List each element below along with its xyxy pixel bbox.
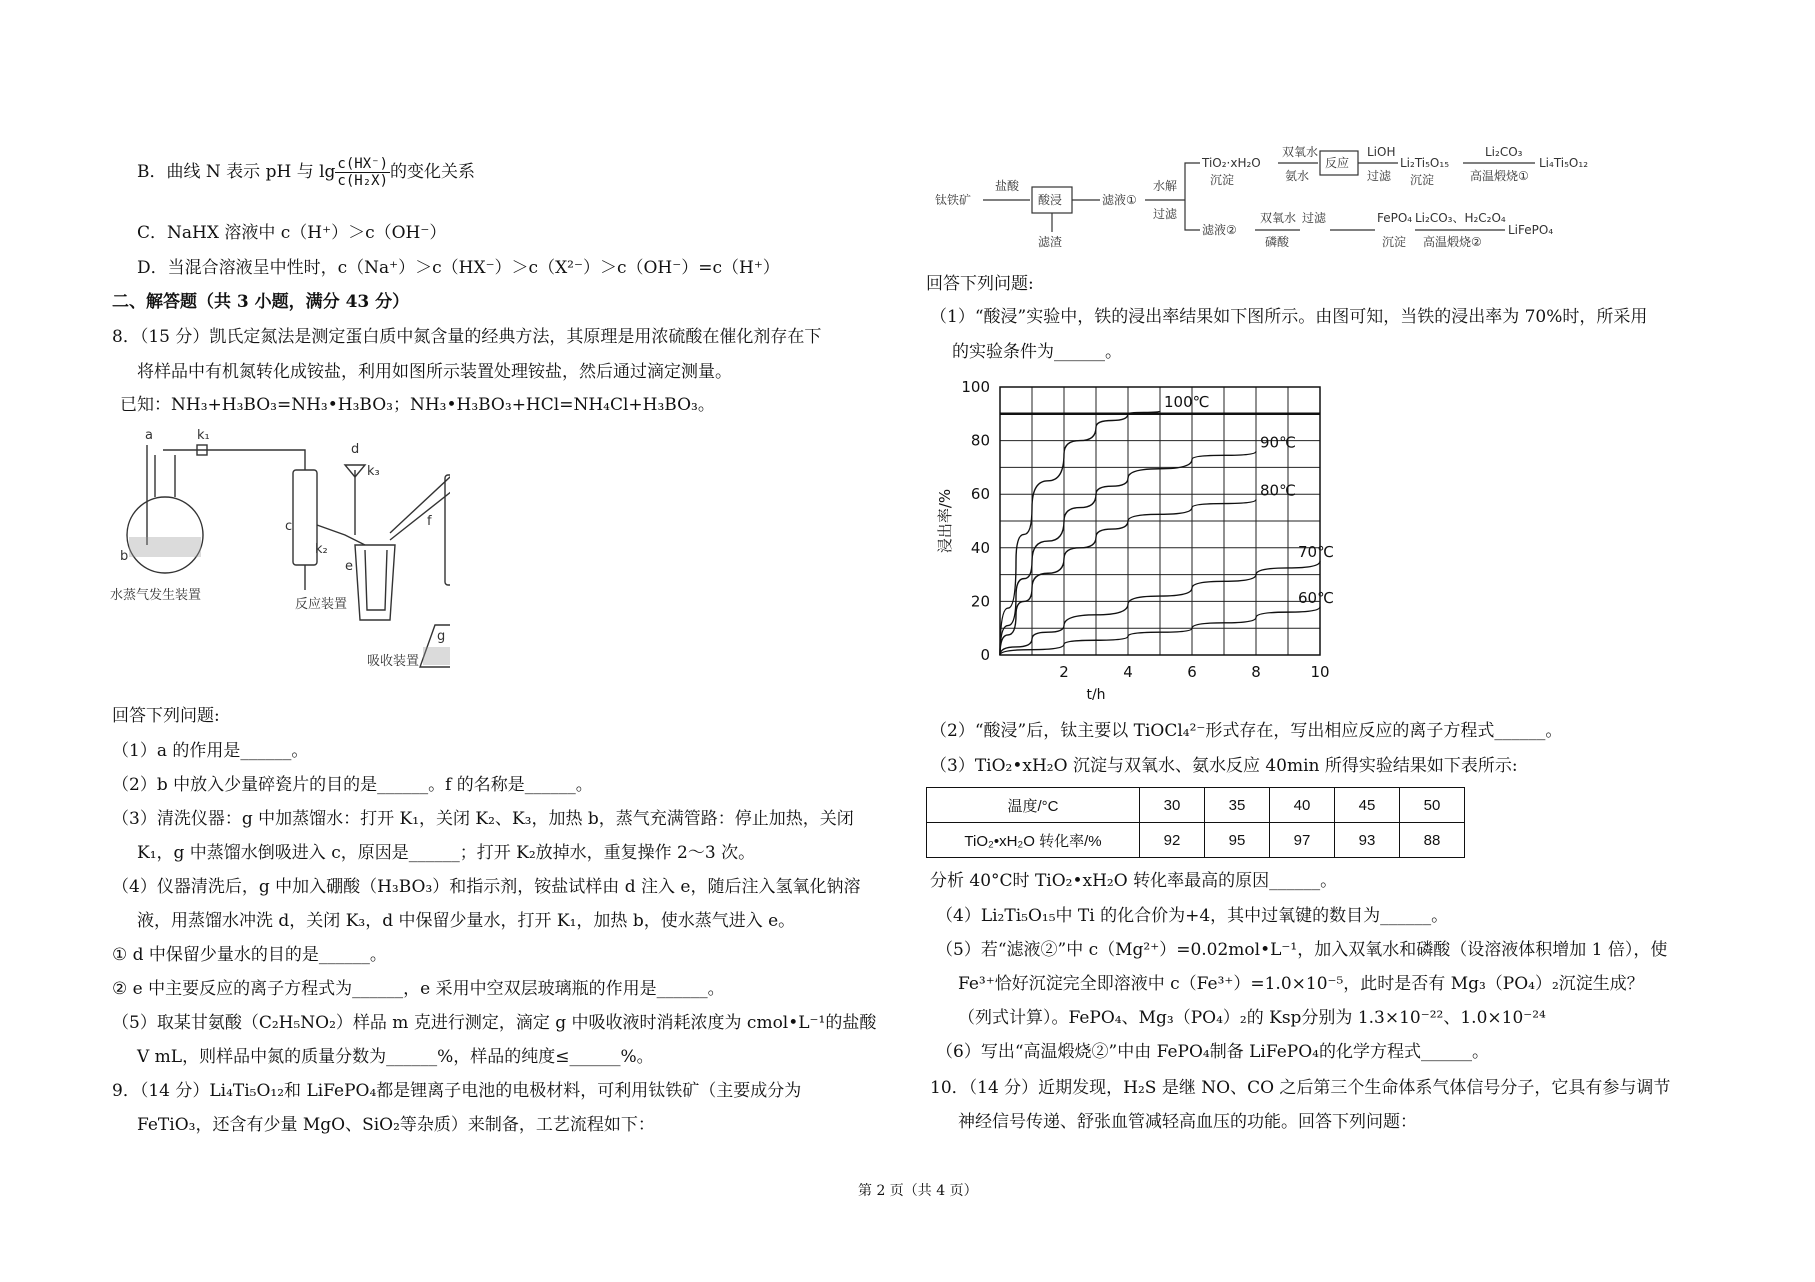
q8-sub3-line2: K₁，g 中蒸馏水倒吸进入 c，原因是______；打开 K₂放掉水，重复操作 2～3 次。 xyxy=(137,843,756,863)
flow-h3po4: 磷酸 xyxy=(1265,235,1290,249)
tube-c xyxy=(293,470,317,565)
answer-intro-right: 回答下列问题: xyxy=(926,274,1034,294)
label-k3: k₃ xyxy=(367,464,380,479)
series-label: 60℃ xyxy=(1298,588,1334,607)
flow-tio2: TiO₂·xH₂O xyxy=(1202,156,1261,170)
y-tick-label: 60 xyxy=(970,485,990,504)
q8-sub4-part2: ② e 中主要反应的离子方程式为______，e 采用中空双层玻璃瓶的作用是______。 xyxy=(112,979,725,999)
flow-react: 反应 xyxy=(1325,156,1350,170)
series-label: 80℃ xyxy=(1260,481,1296,500)
series-line xyxy=(1000,411,1160,655)
y-tick-label: 20 xyxy=(970,592,990,611)
label-steam-generator: 水蒸气发生装置 xyxy=(110,588,202,603)
q9-sub3-tail: 分析 40°C时 TiO₂•xH₂O 转化率最高的原因______。 xyxy=(930,871,1338,891)
flow-ore: 钛铁矿 xyxy=(935,193,972,207)
flow-filtrate2: 滤液② xyxy=(1202,223,1237,237)
fraction xyxy=(335,156,390,189)
flow-leach: 酸浸 xyxy=(1038,193,1063,207)
q8-sub4-line1: （4）仪器清洗后，g 中加入硼酸（H₃BO₃）和指示剂，铵盐试样由 d 注入 e，随后注入氢氧化钠溶 xyxy=(112,877,861,897)
flow-filter3: 过滤 xyxy=(1302,211,1327,225)
table-cell: 35 xyxy=(1205,788,1270,823)
label-b: b xyxy=(120,549,129,564)
q9-sub2: （2）“酸浸”后，钛主要以 TiOCl₄²⁻形式存在，写出相应反应的离子方程式______。 xyxy=(930,721,1563,741)
table-cell: 45 xyxy=(1335,788,1400,823)
q9-sub5-line1: （5）若“滤液②”中 c（Mg²⁺）=0.02mol•L⁻¹，加入双氧水和磷酸（设溶液体积增加 1 倍），使 xyxy=(936,940,1668,960)
q9-sub1-line2: 的实验条件为______。 xyxy=(952,342,1122,362)
label-absorption: 吸收装置 xyxy=(367,654,420,669)
q9-sub4: （4）Li₂Ti₅O₁₅中 Ti 的化合价为+4，其中过氧键的数目为______。 xyxy=(936,906,1449,926)
label-k1: k₁ xyxy=(197,428,210,443)
label-f: f xyxy=(427,514,432,529)
x-tick-label: 4 xyxy=(1123,663,1133,681)
conversion-table xyxy=(926,787,1465,858)
fraction-numerator: c(HX⁻) xyxy=(337,156,388,172)
fraction-denominator: c(H₂X) xyxy=(337,173,388,189)
x-tick-label: 6 xyxy=(1187,663,1197,681)
flow-precip: 沉淀 xyxy=(1210,173,1235,187)
q9-sub5-line2: Fe³⁺恰好沉淀完全即溶液中 c（Fe³⁺）=1.0×10⁻⁵，此时是否有 Mg₃（PO₄）₂沉淀生成？ xyxy=(958,974,1644,994)
x-tick-label: 2 xyxy=(1059,663,1069,681)
flow-li4ti5o12: Li₄Ti₅O₁₂ xyxy=(1539,156,1589,170)
table-cell: 95 xyxy=(1205,823,1270,858)
option-b-tail: 的变化关系 xyxy=(390,162,475,182)
flow-fepo4: FePO₄ xyxy=(1377,211,1413,225)
q9-sub3: （3）TiO₂•xH₂O 沉淀与双氧水、氨水反应 40min 所得实验结果如下表所示: xyxy=(930,756,1518,776)
y-tick-label: 100 xyxy=(961,378,990,396)
label-c: c xyxy=(285,519,293,534)
q8-sub3-line1: （3）清洗仪器：g 中加蒸馏水：打开 K₁，关闭 K₂、K₃，加热 b，蒸气充满管路：停止加热，关闭 xyxy=(112,809,854,829)
flow-calcine1: 高温煅烧① xyxy=(1470,169,1529,183)
label-e: e xyxy=(345,559,353,574)
flow-residue: 滤渣 xyxy=(1038,235,1063,249)
table-cell: 88 xyxy=(1400,823,1465,858)
q9-line1: 9．（14 分）Li₄Ti₅O₁₂和 LiFePO₄都是锂离子电池的电极材料，可利用钛铁矿（主要成分为 xyxy=(112,1081,802,1101)
label-a: a xyxy=(145,428,153,443)
y-tick-label: 40 xyxy=(970,538,990,557)
q9-sub6: （6）写出“高温煅烧②”中由 FePO₄制备 LiFePO₄的化学方程式______。 xyxy=(936,1042,1489,1062)
q8-sub4-part1: ① d 中保留少量水的目的是______。 xyxy=(112,945,387,965)
flow-nh3: 氨水 xyxy=(1285,169,1310,183)
leach-rate-chart xyxy=(930,375,1340,700)
table-cell: 92 xyxy=(1140,823,1205,858)
q8-sub5-line2: V mL，则样品中氮的质量分数为______%，样品的纯度≤______%。 xyxy=(137,1047,654,1067)
flow-lioh: LiOH xyxy=(1367,145,1396,159)
table-cell: 40 xyxy=(1270,788,1335,823)
label-k2: k₂ xyxy=(315,542,328,557)
series-label: 100℃ xyxy=(1164,393,1210,412)
chart-labels xyxy=(936,378,1334,700)
x-tick-label: 8 xyxy=(1251,663,1261,681)
q8-sub4-line2: 液，用蒸馏水冲洗 d，关闭 K₃，d 中保留少量水，打开 K₁，加热 b，使水蒸气进入 e。 xyxy=(137,911,796,931)
option-d: D．当混合溶液呈中性时，c（Na⁺）＞c（HX⁻）＞c（X²⁻）＞c（OH⁻）=c（H⁺） xyxy=(137,258,780,278)
q8-sub5-line1: （5）取某甘氨酸（C₂H₅NO₂）样品 m 克进行测定，滴定 g 中吸收液时消耗浓度为 cmol•L⁻¹的盐酸 xyxy=(112,1013,877,1033)
y-tick-label: 80 xyxy=(970,431,990,450)
flow-calcine2: 高温煅烧② xyxy=(1423,235,1482,249)
q8-sub1: （1）a 的作用是______。 xyxy=(112,741,309,761)
page-footer: 第 2 页（共 4 页） xyxy=(858,1183,978,1199)
condenser-f xyxy=(445,475,450,585)
table-header-rate: TiO₂•xH₂O 转化率/% xyxy=(927,823,1140,858)
flow-acid: 盐酸 xyxy=(995,179,1020,193)
flow-h2o2: 双氧水 xyxy=(1282,145,1319,159)
label-reaction: 反应装置 xyxy=(295,597,348,612)
q8-sub2: （2）b 中放入少量碎瓷片的目的是______。f 的名称是______。 xyxy=(112,775,593,795)
q8-line1: 8．（15 分）凯氏定氮法是测定蛋白质中氮含量的经典方法，其原理是用浓硫酸在催化剂存在下 xyxy=(112,327,822,347)
q10-line2: 神经信号传递、舒张血管减轻高血压的功能。回答下列问题： xyxy=(958,1112,1417,1132)
option-c: C．NaHX 溶液中 c（H⁺）＞c（OH⁻） xyxy=(137,223,447,243)
q9-sub5-line3: （列式计算）。FePO₄、Mg₃（PO₄）₂的 Ksp分别为 1.3×10⁻²²、1.0×10⁻²⁴ xyxy=(958,1008,1546,1028)
process-flow-diagram xyxy=(935,140,1635,250)
q10-line1: 10．（14 分）近期发现，H₂S 是继 NO、CO 之后第三个生命体系气体信号分子，它具有参与调节 xyxy=(930,1078,1671,1098)
flow-li2co3: Li₂CO₃ xyxy=(1485,145,1523,159)
option-b xyxy=(137,156,475,189)
flow-li2co3-h2c2o4: Li₂CO₃、H₂C₂O₄ xyxy=(1415,211,1506,225)
flow-hydrolysis: 水解 xyxy=(1153,179,1178,193)
flow-lifepo4: LiFePO₄ xyxy=(1508,223,1554,237)
label-g: g xyxy=(437,629,446,644)
flow-filtrate1: 滤液① xyxy=(1102,193,1137,207)
flow-filter: 过滤 xyxy=(1153,207,1178,221)
flow-precip3: 沉淀 xyxy=(1382,235,1407,249)
series-label: 70℃ xyxy=(1298,543,1334,562)
q9-sub1-line1: （1）“酸浸”实验中，铁的浸出率结果如下图所示。由图可知，当铁的浸出率为 70%时，所采用 xyxy=(930,307,1648,327)
flow-filter2: 过滤 xyxy=(1367,169,1392,183)
option-b-text: B．曲线 N 表示 pH 与 lg xyxy=(137,162,336,182)
answer-intro-left: 回答下列问题: xyxy=(112,706,220,726)
round-bottom-flask xyxy=(127,497,203,573)
table-cell: 50 xyxy=(1400,788,1465,823)
table-cell: 93 xyxy=(1335,823,1400,858)
q8-known: 已知：NH₃+H₃BO₃=NH₃•H₃BO₃；NH₃•H₃BO₃+HCl=NH₄Cl+H₃BO₃。 xyxy=(120,395,715,415)
section-heading: 二、解答题（共 3 小题，满分 43 分） xyxy=(112,292,410,312)
table-row-temp xyxy=(927,788,1465,823)
y-axis-label: 浸出率/% xyxy=(936,488,954,554)
kjeldahl-apparatus-figure xyxy=(105,425,450,670)
table-cell: 30 xyxy=(1140,788,1205,823)
series-label: 90℃ xyxy=(1260,433,1296,452)
y-tick-label: 0 xyxy=(980,646,990,664)
flow-h2o2b: 双氧水 xyxy=(1260,211,1297,225)
q9-line2: FeTiO₃，还含有少量 MgO、SiO₂等杂质）来制备，工艺流程如下： xyxy=(137,1115,655,1135)
flow-li2ti5o15: Li₂Ti₅O₁₅ xyxy=(1400,156,1450,170)
flow-precip2: 沉淀 xyxy=(1410,173,1435,187)
q8-line2: 将样品中有机氮转化成铵盐，利用如图所示装置处理铵盐，然后通过滴定测量。 xyxy=(137,362,732,382)
table-row-rate xyxy=(927,823,1465,858)
x-axis-label: t/h xyxy=(1086,687,1106,700)
x-tick-label: 10 xyxy=(1310,663,1330,681)
table-header-temp: 温度/°C xyxy=(927,788,1140,823)
table-cell: 97 xyxy=(1270,823,1335,858)
label-d: d xyxy=(351,442,360,457)
chart-grid xyxy=(1000,387,1320,655)
